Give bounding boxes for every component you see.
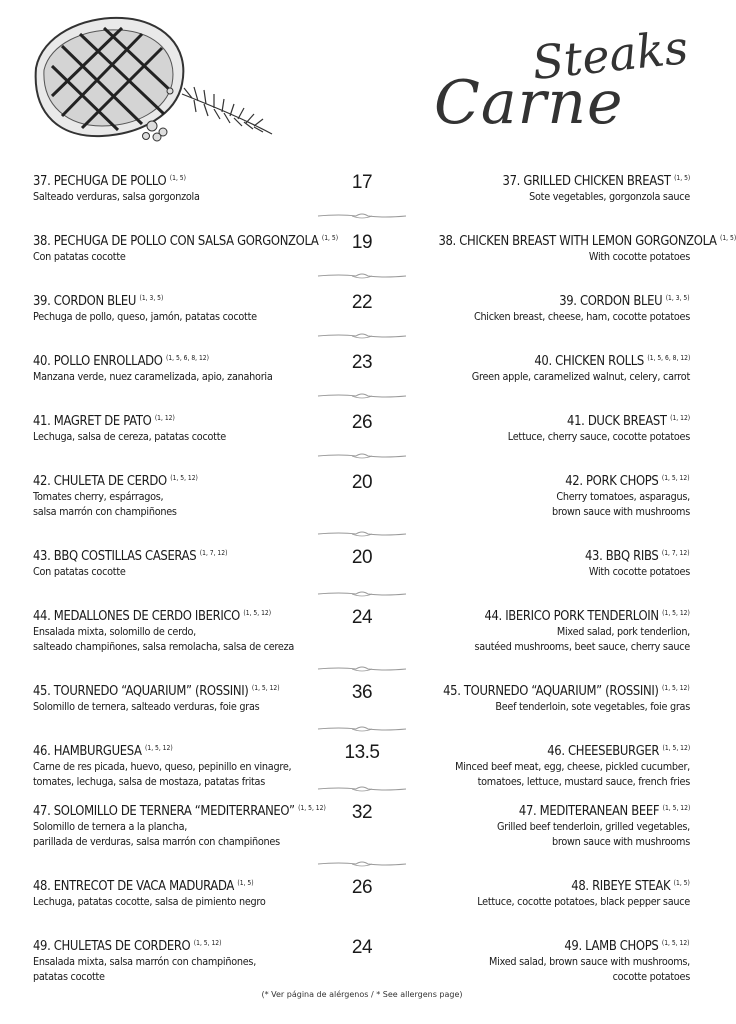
item-name <box>33 413 175 429</box>
item-spanish <box>33 935 343 984</box>
item-name-text: 45. TOURNEDO “AQUARIUM” (ROSSINI) <box>443 683 659 699</box>
item-name <box>571 878 690 894</box>
item-spanish <box>33 290 343 324</box>
ornament-divider <box>316 212 408 220</box>
item-description: salteado champiñones, salsa remolacha, salsa de cereza <box>33 640 295 653</box>
allergen-codes: (1, 5, 12) <box>662 743 690 752</box>
item-name-text: 49. CHULETAS DE CORDERO <box>33 938 191 954</box>
item-name-text: 45. TOURNEDO “AQUARIUM” (ROSSINI) <box>33 683 249 699</box>
item-name <box>547 743 690 759</box>
item-price: 26 <box>351 877 373 898</box>
item-name <box>566 473 690 489</box>
allergen-codes: (1, 5) <box>719 233 736 242</box>
item-english <box>390 410 690 444</box>
item-description: Pechuga de pollo, queso, jamón, patatas cocotte <box>33 310 257 323</box>
item-name <box>33 353 209 369</box>
item-description: Chicken breast, cheese, ham, cocotte potatoes <box>473 310 690 323</box>
item-name-text: 49. LAMB CHOPS <box>564 938 659 954</box>
item-name <box>560 293 690 309</box>
allergen-codes: (1, 5) <box>237 878 254 887</box>
ornament-divider <box>316 725 408 733</box>
item-english <box>390 740 690 789</box>
item-name-text: 41. DUCK BREAST <box>566 413 667 429</box>
item-price: 23 <box>351 352 373 373</box>
item-name-text: 37. PECHUGA DE POLLO <box>33 173 167 189</box>
item-name <box>519 803 690 819</box>
allergen-codes: (1, 5) <box>673 173 690 182</box>
ornament-divider <box>316 392 408 400</box>
allergen-codes: (1, 5, 12) <box>298 803 326 812</box>
title-carne: Carne <box>434 68 624 138</box>
item-name-text: 43. BBQ RIBS <box>585 548 659 564</box>
item-name-text: 38. CHICKEN BREAST WITH LEMON GORGONZOLA <box>438 233 717 249</box>
allergen-codes: (1, 5, 12) <box>662 608 690 617</box>
allergen-codes: (1, 12) <box>154 413 175 422</box>
item-description: Lechuga, patatas cocotte, salsa de pimiento negro <box>33 895 266 908</box>
item-description: Lettuce, cocotte potatoes, black pepper sauce <box>477 895 690 908</box>
item-name <box>438 233 736 249</box>
item-name-text: 39. CORDON BLEU <box>559 293 663 309</box>
item-description: Manzana verde, nuez caramelizada, apio, zanahoria <box>33 370 273 383</box>
item-english <box>390 170 690 204</box>
ornament-divider <box>316 785 408 793</box>
item-english <box>390 230 736 264</box>
item-description: With cocotte potatoes <box>588 250 690 263</box>
allergen-codes: (1, 5, 6, 8, 12) <box>647 353 690 362</box>
item-name <box>33 548 227 564</box>
allergen-codes: (1, 7, 12) <box>199 548 228 557</box>
ornament-divider <box>316 452 408 460</box>
item-name-text: 41. MAGRET DE PATO <box>33 413 152 429</box>
item-price: 13.5 <box>344 742 380 763</box>
item-english <box>390 290 690 324</box>
item-name <box>585 548 690 564</box>
item-description: Con patatas cocotte <box>33 565 126 578</box>
item-name <box>534 353 690 369</box>
item-name <box>33 878 254 894</box>
item-description: Mixed salad, brown sauce with mushrooms, <box>489 955 690 968</box>
item-name-text: 38. PECHUGA DE POLLO CON SALSA GORGONZOLA <box>33 233 319 249</box>
ornament-divider <box>316 332 408 340</box>
item-name-text: 39. CORDON BLEU <box>33 293 137 309</box>
item-spanish <box>33 230 343 264</box>
ornament-divider <box>316 665 408 673</box>
item-price: 19 <box>351 232 373 253</box>
item-price: 26 <box>351 412 373 433</box>
ornament-divider <box>316 272 408 280</box>
item-description: Ensalada mixta, salsa marrón con champiñones, <box>33 955 257 968</box>
item-spanish <box>33 170 343 204</box>
item-name <box>33 293 163 309</box>
item-name <box>33 608 271 624</box>
item-spanish <box>33 605 343 654</box>
item-name <box>33 743 173 759</box>
item-price: 22 <box>351 292 373 313</box>
item-name-text: 47. MEDITERANEAN BEEF <box>518 803 659 819</box>
item-description: With cocotte potatoes <box>588 565 690 578</box>
allergens-note: (* Ver página de alérgenos / * See allergens page) <box>261 990 463 999</box>
item-name-text: 40. POLLO ENROLLADO <box>33 353 163 369</box>
item-name-text: 48. ENTRECOT DE VACA MADURADA <box>33 878 234 894</box>
allergen-codes: (1, 5, 12) <box>662 683 690 692</box>
item-spanish <box>33 545 343 579</box>
item-spanish <box>33 740 343 789</box>
item-name-text: 46. HAMBURGUESA <box>33 743 142 759</box>
item-name <box>485 608 690 624</box>
item-english <box>390 875 690 909</box>
item-name-text: 44. IBERICO PORK TENDERLOIN <box>484 608 659 624</box>
item-description: Solomillo de ternera, salteado verduras, foie gras <box>33 700 260 713</box>
item-description: Lettuce, cherry sauce, cocotte potatoes <box>507 430 690 443</box>
item-description: tomatoes, lettuce, mustard sauce, french fries <box>477 775 690 788</box>
allergen-codes: (1, 5, 12) <box>662 473 690 482</box>
title-steaks: Steaks <box>529 19 691 91</box>
item-price: 36 <box>351 682 373 703</box>
item-name-text: 42. PORK CHOPS <box>565 473 659 489</box>
allergen-codes: (1, 5) <box>169 173 186 182</box>
allergen-codes: (1, 5) <box>673 878 690 887</box>
item-name <box>502 173 690 189</box>
item-spanish <box>33 470 343 519</box>
item-name <box>567 413 690 429</box>
item-english <box>390 680 690 714</box>
menu-header <box>0 0 724 165</box>
item-name <box>33 233 338 249</box>
item-description: salsa marrón con champiñones <box>33 505 177 518</box>
item-description: Carne de res picada, huevo, queso, pepinillo en vinagre, <box>33 760 292 773</box>
allergen-codes: (1, 7, 12) <box>662 548 690 557</box>
item-name <box>33 173 186 189</box>
item-price: 24 <box>351 937 373 958</box>
menu-title <box>414 19 694 152</box>
allergen-codes: (1, 5, 12) <box>145 743 173 752</box>
item-description: brown sauce with mushrooms <box>551 835 690 848</box>
item-name <box>33 473 198 489</box>
item-price: 20 <box>351 472 373 493</box>
item-description: parillada de verduras, salsa marrón con champiñones <box>33 835 280 848</box>
item-name-text: 40. CHICKEN ROLLS <box>534 353 644 369</box>
item-english <box>390 605 690 654</box>
item-description: Tomates cherry, espárragos, <box>33 490 164 503</box>
item-spanish <box>33 800 343 849</box>
item-description: Beef tenderloin, sote vegetables, foie gras <box>495 700 690 713</box>
item-description: brown sauce with mushrooms <box>551 505 690 518</box>
item-name <box>33 938 221 954</box>
allergen-codes: (1, 3, 5) <box>666 293 690 302</box>
item-english <box>390 800 690 849</box>
item-description: Ensalada mixta, solomillo de cerdo, <box>33 625 196 638</box>
item-description: Salteado verduras, salsa gorgonzola <box>33 190 200 203</box>
item-spanish <box>33 350 343 384</box>
allergen-codes: (1, 5, 12) <box>662 803 690 812</box>
ornament-divider <box>316 860 408 868</box>
item-spanish <box>33 875 343 909</box>
allergen-codes: (1, 5, 6, 8, 12) <box>166 353 209 362</box>
item-price: 32 <box>351 802 373 823</box>
item-description: Minced beef meat, egg, cheese, pickled cucumber, <box>455 760 690 773</box>
item-english <box>390 545 690 579</box>
item-spanish <box>33 410 343 444</box>
steak-rosemary-illustration <box>22 6 282 156</box>
item-description: Sote vegetables, gorgonzola sauce <box>529 190 690 203</box>
item-description: patatas cocotte <box>33 970 105 983</box>
allergen-codes: (1, 5, 12) <box>193 938 222 947</box>
item-english <box>390 470 690 519</box>
item-name-text: 42. CHULETA DE CERDO <box>33 473 167 489</box>
item-spanish <box>33 680 343 714</box>
item-description: Green apple, caramelized walnut, celery, carrot <box>471 370 690 383</box>
item-description: Cherry tomatoes, asparagus, <box>556 490 690 503</box>
item-name-text: 48. RIBEYE STEAK <box>571 878 671 894</box>
item-description: tomates, lechuga, salsa de mostaza, patatas fritas <box>33 775 265 788</box>
item-description: Lechuga, salsa de cereza, patatas cocotte <box>33 430 226 443</box>
item-price: 17 <box>351 172 373 193</box>
item-description: Solomillo de ternera a la plancha, <box>33 820 188 833</box>
item-name <box>565 938 690 954</box>
allergen-codes: (1, 5, 12) <box>243 608 272 617</box>
item-name-text: 44. MEDALLONES DE CERDO IBERICO <box>33 608 240 624</box>
ornament-divider <box>316 590 408 598</box>
item-description: Mixed salad, pork tenderlion, <box>556 625 690 638</box>
item-english <box>390 350 690 384</box>
item-description: Con patatas cocotte <box>33 250 126 263</box>
allergen-codes: (1, 12) <box>669 413 690 422</box>
allergen-codes: (1, 5, 12) <box>662 938 690 947</box>
item-price: 24 <box>351 607 373 628</box>
item-name <box>443 683 690 699</box>
allergen-codes: (1, 5) <box>321 233 339 242</box>
item-name-text: 37. GRILLED CHICKEN BREAST <box>502 173 671 189</box>
allergen-codes: (1, 3, 5) <box>139 293 164 302</box>
item-english <box>390 935 690 984</box>
allergen-codes: (1, 5, 12) <box>170 473 198 482</box>
item-description: cocotte potatoes <box>612 970 690 983</box>
ornament-divider <box>316 530 408 538</box>
item-name-text: 46. CHEESEBURGER <box>547 743 659 759</box>
item-name-text: 47. SOLOMILLO DE TERNERA “MEDITERRANEO” <box>33 803 295 819</box>
item-name <box>33 683 280 699</box>
item-name-text: 43. BBQ COSTILLAS CASERAS <box>33 548 197 564</box>
item-name <box>33 803 326 819</box>
item-description: sautéed mushrooms, beet sauce, cherry sauce <box>474 640 690 653</box>
item-description: Grilled beef tenderloin, grilled vegetables, <box>496 820 690 833</box>
item-price: 20 <box>351 547 373 568</box>
allergen-codes: (1, 5, 12) <box>251 683 280 692</box>
